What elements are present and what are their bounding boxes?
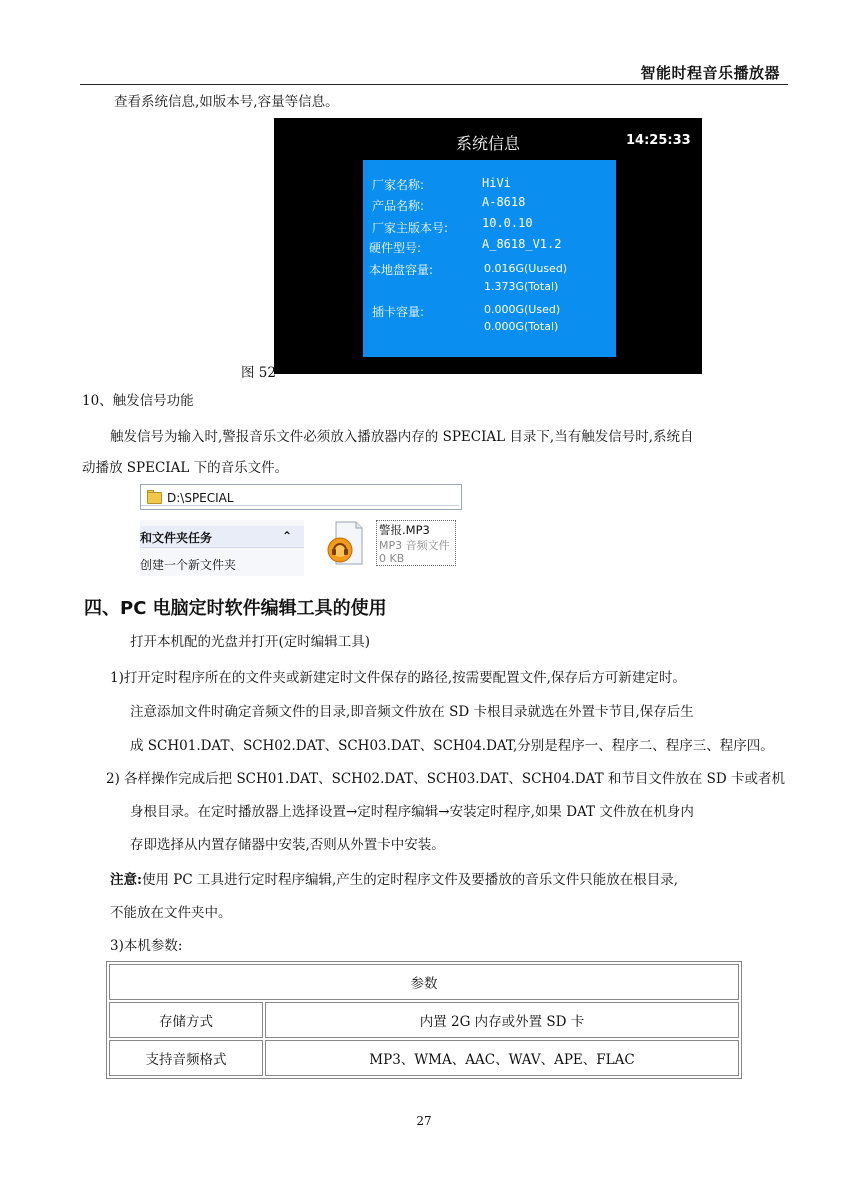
info-label-manufacturer: 厂家名称: bbox=[372, 178, 425, 192]
info-value-product: A-8618 bbox=[482, 195, 526, 209]
section10-title: 10、触发信号功能 bbox=[82, 393, 194, 409]
note-text: 使用 PC 工具进行定时程序编辑,产生的定时程序文件及要播放的音乐文件只能放在根目录, bbox=[141, 872, 679, 888]
file-type: MP3 音频文件 bbox=[379, 539, 450, 552]
section4-line-3: 成 SCH01.DAT、SCH02.DAT、SCH03.DAT、SCH04.DAT,分别是程序一、程序二、程序三、程序四。 bbox=[130, 738, 774, 754]
params-table bbox=[106, 961, 742, 1079]
table-row bbox=[109, 964, 739, 1000]
info-value-local-used: 0.016G(Uused) bbox=[484, 262, 568, 275]
table-key-cell: 存储方式 bbox=[109, 1002, 263, 1038]
section4-line-6: 存即选择从内置存储器中安装,否则从外置卡中安装。 bbox=[130, 837, 445, 853]
address-text: D:\SPECIAL bbox=[167, 491, 234, 505]
page-number: 27 bbox=[416, 1114, 432, 1128]
collapse-chevron-icon[interactable]: ⌃ bbox=[282, 529, 293, 543]
info-label-firmware: 厂家主版本号: bbox=[372, 221, 449, 235]
table-key-cell: 支持音频格式 bbox=[109, 1040, 263, 1076]
screen-title: 系统信息 bbox=[456, 134, 521, 153]
section4-line-5: 身根目录。在定时播放器上选择设置→定时程序编辑→安装定时程序,如果 DAT 文件放在机身内 bbox=[130, 804, 694, 820]
running-header-title: 智能时程音乐播放器 bbox=[640, 64, 780, 82]
header-divider bbox=[80, 84, 788, 85]
params-intro: 3)本机参数: bbox=[110, 938, 183, 954]
info-value-firmware: 10.0.10 bbox=[482, 216, 533, 230]
section4-line-1: 1)打开定时程序所在的文件夹或新建定时文件保存的路径,按需要配置文件,保存后方可新建定时。 bbox=[110, 670, 686, 686]
note-label: 注意: bbox=[110, 872, 142, 888]
mp3-file-label[interactable] bbox=[376, 520, 456, 566]
table-row bbox=[109, 1002, 739, 1038]
info-label-product: 产品名称: bbox=[372, 199, 425, 213]
folder-tasks-title: 和文件夹任务 bbox=[140, 531, 213, 545]
folder-icon bbox=[147, 492, 162, 504]
info-value-card-used: 0.000G(Used) bbox=[484, 303, 561, 316]
section10-line2: 动播放 SPECIAL 下的音乐文件。 bbox=[82, 460, 289, 476]
info-label-hardware: 硬件型号: bbox=[369, 241, 422, 255]
file-name: 警报.MP3 bbox=[379, 523, 430, 537]
explorer-address-bar[interactable] bbox=[140, 484, 462, 510]
address-field[interactable] bbox=[141, 488, 459, 506]
folder-tasks-header[interactable] bbox=[140, 526, 304, 548]
file-size: 0 KB bbox=[379, 552, 405, 565]
folder-tasks-panel bbox=[140, 520, 304, 576]
screen-clock: 14:25:33 bbox=[626, 133, 691, 148]
note-paragraph bbox=[110, 871, 678, 889]
info-label-card-capacity: 插卡容量: bbox=[372, 305, 425, 319]
section10-line1: 触发信号为输入时,警报音乐文件必须放入播放器内存的 SPECIAL 目录下,当有触发信号时,系统自 bbox=[110, 429, 694, 445]
section4-heading: 四、PC 电脑定时软件编辑工具的使用 bbox=[84, 598, 387, 619]
figure-caption: 图 52 bbox=[241, 365, 276, 381]
note-line2: 不能放在文件夹中。 bbox=[110, 905, 232, 921]
table-row bbox=[109, 1040, 739, 1076]
section4-line-4: 2) 各样操作完成后把 SCH01.DAT、SCH02.DAT、SCH03.DAT、SCH04.DAT 和节目文件放在 SD 卡或者机 bbox=[106, 771, 786, 787]
intro-line: 查看系统信息,如版本号,容量等信息。 bbox=[114, 94, 339, 110]
info-label-local-capacity: 本地盘容量: bbox=[369, 263, 434, 277]
section4-line-2: 注意添加文件时确定音频文件的目录,即音频文件放在 SD 卡根目录就选在外置卡节目,保存后生 bbox=[130, 704, 694, 720]
info-value-manufacturer: HiVi bbox=[482, 176, 511, 190]
section4-line-0: 打开本机配的光盘并打开(定时编辑工具) bbox=[130, 634, 371, 650]
info-value-card-total: 0.000G(Total) bbox=[484, 320, 559, 333]
table-header-cell: 参数 bbox=[109, 964, 739, 1000]
info-value-hardware: A_8618_V1.2 bbox=[482, 237, 562, 251]
table-value-cell: MP3、WMA、AAC、WAV、APE、FLAC bbox=[265, 1040, 739, 1076]
table-value-cell: 内置 2G 内存或外置 SD 卡 bbox=[265, 1002, 739, 1038]
new-folder-task-link[interactable]: 创建一个新文件夹 bbox=[140, 558, 237, 572]
mp3-file-icon[interactable] bbox=[322, 520, 368, 568]
info-value-local-total: 1.373G(Total) bbox=[484, 280, 559, 293]
